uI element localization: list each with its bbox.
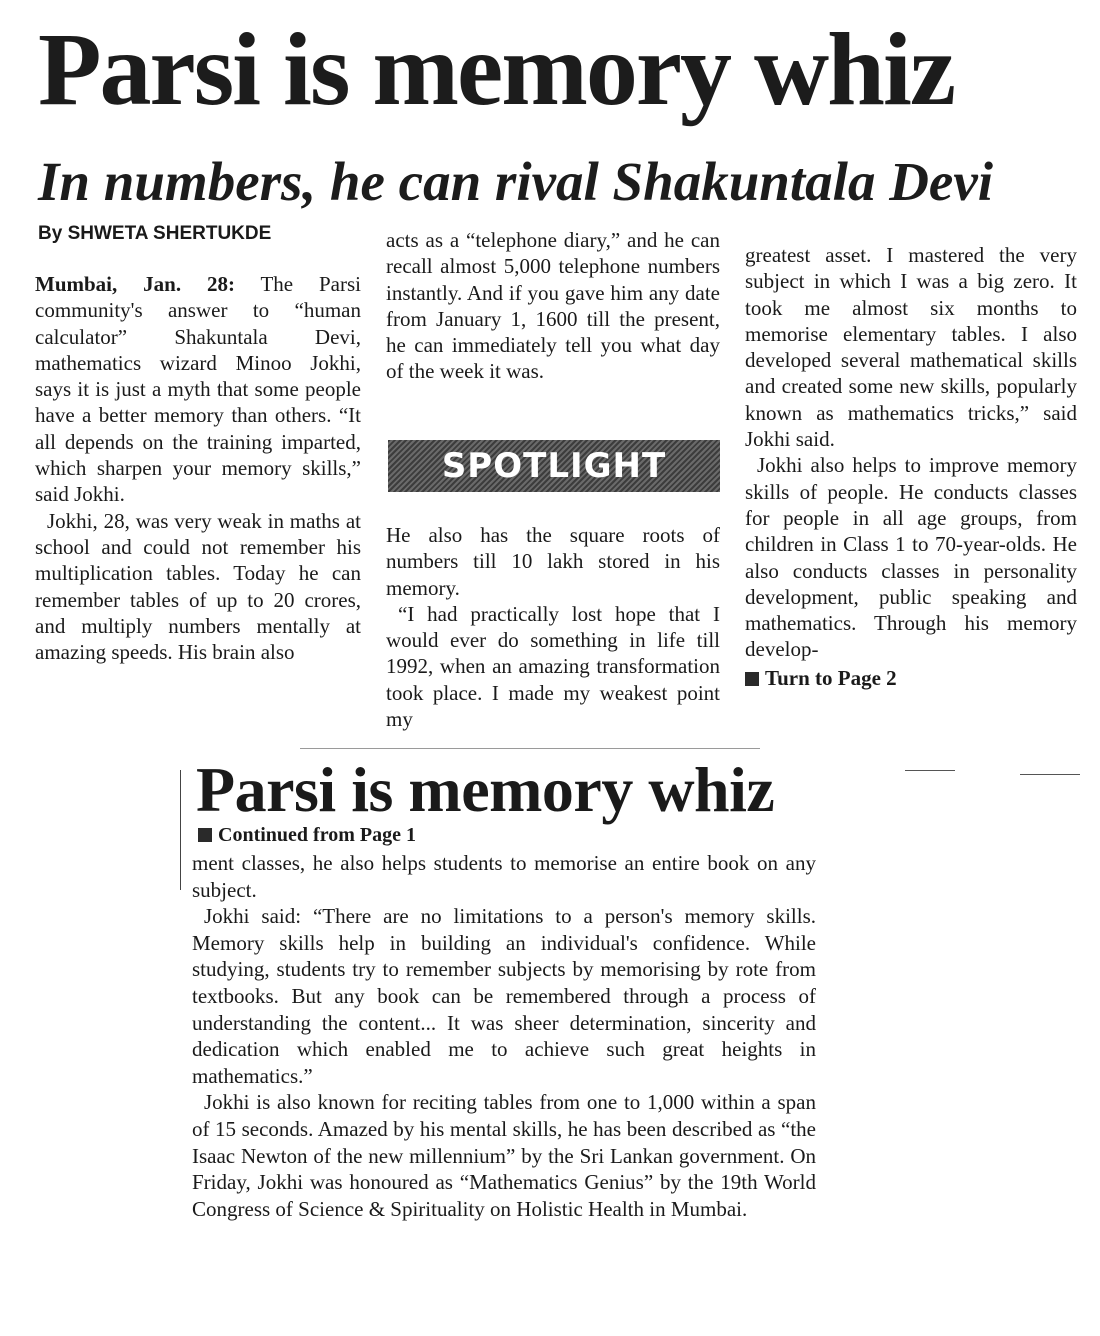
sub-headline: In numbers, he can rival Shakuntala Devi — [38, 151, 994, 212]
divider — [1020, 774, 1080, 775]
paragraph-text: The Parsi community's answer to “human calculator” Shakuntala Devi, mathematics wizard Minoo Jokhi, says it is just a myth that some people have a better memory than others. “It all depends on the training imparted, which sharpen your memory skills,” said Jokhi. — [35, 272, 361, 507]
dateline: Mumbai, Jan. 28: — [35, 272, 235, 296]
paragraph: He also has the square roots of numbers till 10 lakh stored in his memory. — [386, 523, 720, 600]
divider — [905, 770, 955, 771]
byline: By SHWETA SHERTUKDE — [38, 223, 272, 244]
divider — [300, 748, 760, 749]
turn-to-label: Turn to Page 2 — [765, 665, 897, 690]
paragraph: greatest asset. I mastered the very subject in which I was a big zero. It took me almost six months to memorise elementary tables. I also developed several mathematical skills and created some new skills, popularly known as mathematics tricks,” said Jokhi said. — [745, 243, 1077, 452]
continuation-body — [192, 850, 816, 1222]
continued-from-label: Continued from Page 1 — [218, 824, 416, 846]
continued-from — [198, 823, 416, 847]
turn-to-page — [745, 665, 1077, 691]
spotlight-label: SPOTLIGHT — [441, 446, 667, 486]
paragraph: Jokhi is also known for reciting tables from one to 1,000 within a span of 15 seconds. Amazed by his mental skills, he has been described as “the Isaac Newton of the new millennium” by the Sri Lankan government. On Friday, Jokhi was honoured as “Mathematics Genius” by the 19th World Congress of Science & Spirituality on Holistic Health in Mumbai. — [192, 1090, 816, 1221]
paragraph: “I had practically lost hope that I would ever do something in life till 1992, when an amazing transformation took place. I made my weakest point my — [386, 601, 720, 732]
spotlight-banner — [388, 440, 720, 492]
article-column-2-lower — [386, 522, 720, 732]
square-bullet-icon — [745, 672, 759, 686]
paragraph: Jokhi, 28, was very weak in maths at school and could not remember his multiplication tables. Today he can remember tables of up to 20 crores, and multiply numbers mentally at amazing speeds. His brain also — [35, 508, 361, 665]
paragraph: ment classes, he also helps students to memorise an entire book on any subject. — [192, 851, 816, 902]
article-column-1 — [35, 271, 361, 665]
paragraph: Jokhi also helps to improve memory skills of people. He conducts classes for people in all age groups, from children in Class 1 to 70-year-olds. He also conducts classes in personality development, public speaking and mathematics. Through his memory develop- — [745, 453, 1077, 662]
square-bullet-icon — [198, 828, 212, 842]
vertical-divider — [180, 770, 181, 890]
paragraph: acts as a “telephone diary,” and he can recall almost 5,000 telephone numbers instantly. And if you gave him any date from January 1, 1600 till the present, he can immediately tell you what day of the week it was. — [386, 228, 720, 384]
article-column-2 — [386, 227, 720, 385]
paragraph: Jokhi said: “There are no limitations to a person's memory skills. Memory skills help in building an individual's confidence. While studying, students try to remember subjects by memorising by rote from textbooks. But any book can be remembered through a process of understanding the content... It was sheer determination, sincerity and dedication which enabled me to achieve such great heights in mathematics.” — [192, 904, 816, 1088]
article-column-3 — [745, 242, 1077, 691]
main-headline: Parsi is memory whiz — [38, 12, 955, 127]
paragraph — [35, 271, 361, 508]
continuation-headline: Parsi is memory whiz — [196, 754, 775, 825]
